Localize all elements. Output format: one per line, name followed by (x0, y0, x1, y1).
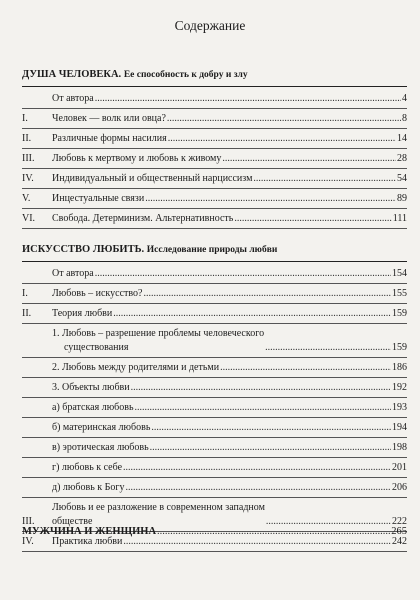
entry-page: 193 (392, 402, 407, 413)
toc-entry[interactable] (22, 89, 407, 109)
entry-title: Любовь к мертвому и любовь к живому (52, 153, 222, 164)
entry-page: 222 (392, 516, 407, 527)
toc-entry[interactable] (22, 438, 407, 458)
entry-title: г) любовь к себе (52, 462, 123, 473)
toc-entry[interactable] (22, 109, 407, 129)
entry-title-wrap (52, 501, 265, 529)
entry-page: 154 (392, 268, 407, 279)
entry-page: 8 (402, 113, 407, 124)
entry-number: VI. (22, 213, 36, 224)
entry-number: IV. (22, 173, 34, 184)
toc-entry[interactable] (22, 358, 407, 378)
entry-title: 2. Любовь между родителями и детьми (52, 362, 220, 373)
entry-title: Инцестуальные связи (52, 193, 145, 204)
leader-dots (157, 526, 390, 537)
entry-title: 3. Объекты любви (52, 382, 130, 393)
toc-entry[interactable] (22, 129, 407, 149)
entry-number: III. (22, 516, 35, 527)
leader-dots (150, 438, 391, 457)
toc-entry[interactable] (22, 304, 407, 324)
leader-dots (234, 209, 391, 228)
toc-entry[interactable] (22, 189, 407, 209)
entry-page: 265 (391, 526, 407, 537)
divider (22, 86, 407, 87)
entry-title: Любовь – искусство? (52, 288, 143, 299)
leader-dots (95, 264, 391, 283)
toc-entry[interactable] (22, 284, 407, 304)
leader-dots (143, 284, 391, 303)
toc-entry[interactable] (22, 398, 407, 418)
entry-title-continued: существования (64, 342, 129, 353)
entry-page: 159 (392, 342, 407, 353)
leader-dots (131, 378, 391, 397)
section-title: МУЖЧИНА И ЖЕНЩИНА (22, 526, 157, 537)
entry-page: 192 (392, 382, 407, 393)
section-subtitle: Исследование природы любви (146, 245, 278, 255)
toc-entry[interactable] (22, 169, 407, 189)
leader-dots (95, 89, 401, 108)
entry-title-wrap (52, 327, 264, 355)
entry-page: 198 (392, 442, 407, 453)
entry-title: в) эротическая любовь (52, 442, 149, 453)
section-title: ДУША ЧЕЛОВЕКА. (22, 69, 122, 80)
page-title: Содержание (174, 18, 246, 33)
leader-dots (265, 341, 391, 355)
toc-entry[interactable] (22, 478, 407, 498)
entry-title: Человек — волк или овца? (52, 113, 166, 124)
entry-number: IV. (22, 536, 34, 547)
toc-entry[interactable] (22, 378, 407, 398)
entry-title: 1. Любовь – разрешение проблемы человеческого (52, 328, 265, 339)
entry-title: Теория любви (52, 308, 113, 319)
entry-title: Любовь и ее разложение в современном западном (52, 502, 265, 513)
entry-number: I. (22, 288, 28, 299)
entry-number: I. (22, 113, 28, 124)
entry-page: 194 (392, 422, 407, 433)
entry-number: II. (22, 133, 32, 144)
entry-page: 4 (402, 93, 407, 104)
toc-entry[interactable] (22, 418, 407, 438)
toc-entry[interactable] (22, 149, 407, 169)
leader-dots (125, 478, 391, 497)
entry-title-continued: обществе (52, 516, 93, 527)
section-heading (22, 68, 407, 82)
toc-section-1 (22, 68, 407, 229)
entry-page: 155 (392, 288, 407, 299)
section-title: ИСКУССТВО ЛЮБИТЬ. (22, 244, 145, 255)
entry-title: а) братская любовь (52, 402, 134, 413)
entry-page: 159 (392, 308, 407, 319)
entry-title: От автора (52, 93, 94, 104)
toc-entry[interactable] (22, 324, 407, 358)
entry-page: 54 (397, 173, 407, 184)
entry-title: Свобода. Детерминизм. Альтернативность (52, 213, 234, 224)
leader-dots (123, 458, 391, 477)
leader-dots (253, 169, 396, 188)
entry-title: б) материнская любовь (52, 422, 151, 433)
leader-dots (135, 398, 391, 417)
divider (22, 261, 407, 262)
toc-entry[interactable] (22, 209, 407, 229)
leader-dots (167, 109, 401, 128)
leader-dots (168, 129, 396, 148)
leader-dots (220, 358, 391, 377)
toc-section-3[interactable] (22, 526, 407, 537)
entry-number: V. (22, 193, 31, 204)
entry-title: Различные формы насилия (52, 133, 167, 144)
section-heading (22, 243, 407, 257)
leader-dots (151, 418, 391, 437)
entry-title: От автора (52, 268, 94, 279)
entry-page: 186 (392, 362, 407, 373)
section-subtitle: Ее способность к добру и злу (123, 70, 248, 80)
entry-title: Индивидуальный и общественный нарциссизм (52, 173, 253, 184)
entry-page: 206 (392, 482, 407, 493)
entry-page: 111 (392, 213, 407, 224)
entry-page: 201 (392, 462, 407, 473)
entry-page: 242 (392, 536, 407, 547)
entry-page: 28 (397, 153, 407, 164)
entry-title: д) любовь к Богу (52, 482, 125, 493)
toc-entry[interactable] (22, 458, 407, 478)
toc-section-2 (22, 243, 407, 552)
leader-dots (145, 189, 396, 208)
entry-page: 14 (397, 133, 407, 144)
leader-dots (222, 149, 396, 168)
entry-number: II. (22, 308, 32, 319)
entry-title: Практика любви (52, 536, 123, 547)
toc-entry[interactable] (22, 264, 407, 284)
entry-number: III. (22, 153, 35, 164)
leader-dots (113, 304, 391, 323)
entry-page: 89 (397, 193, 407, 204)
